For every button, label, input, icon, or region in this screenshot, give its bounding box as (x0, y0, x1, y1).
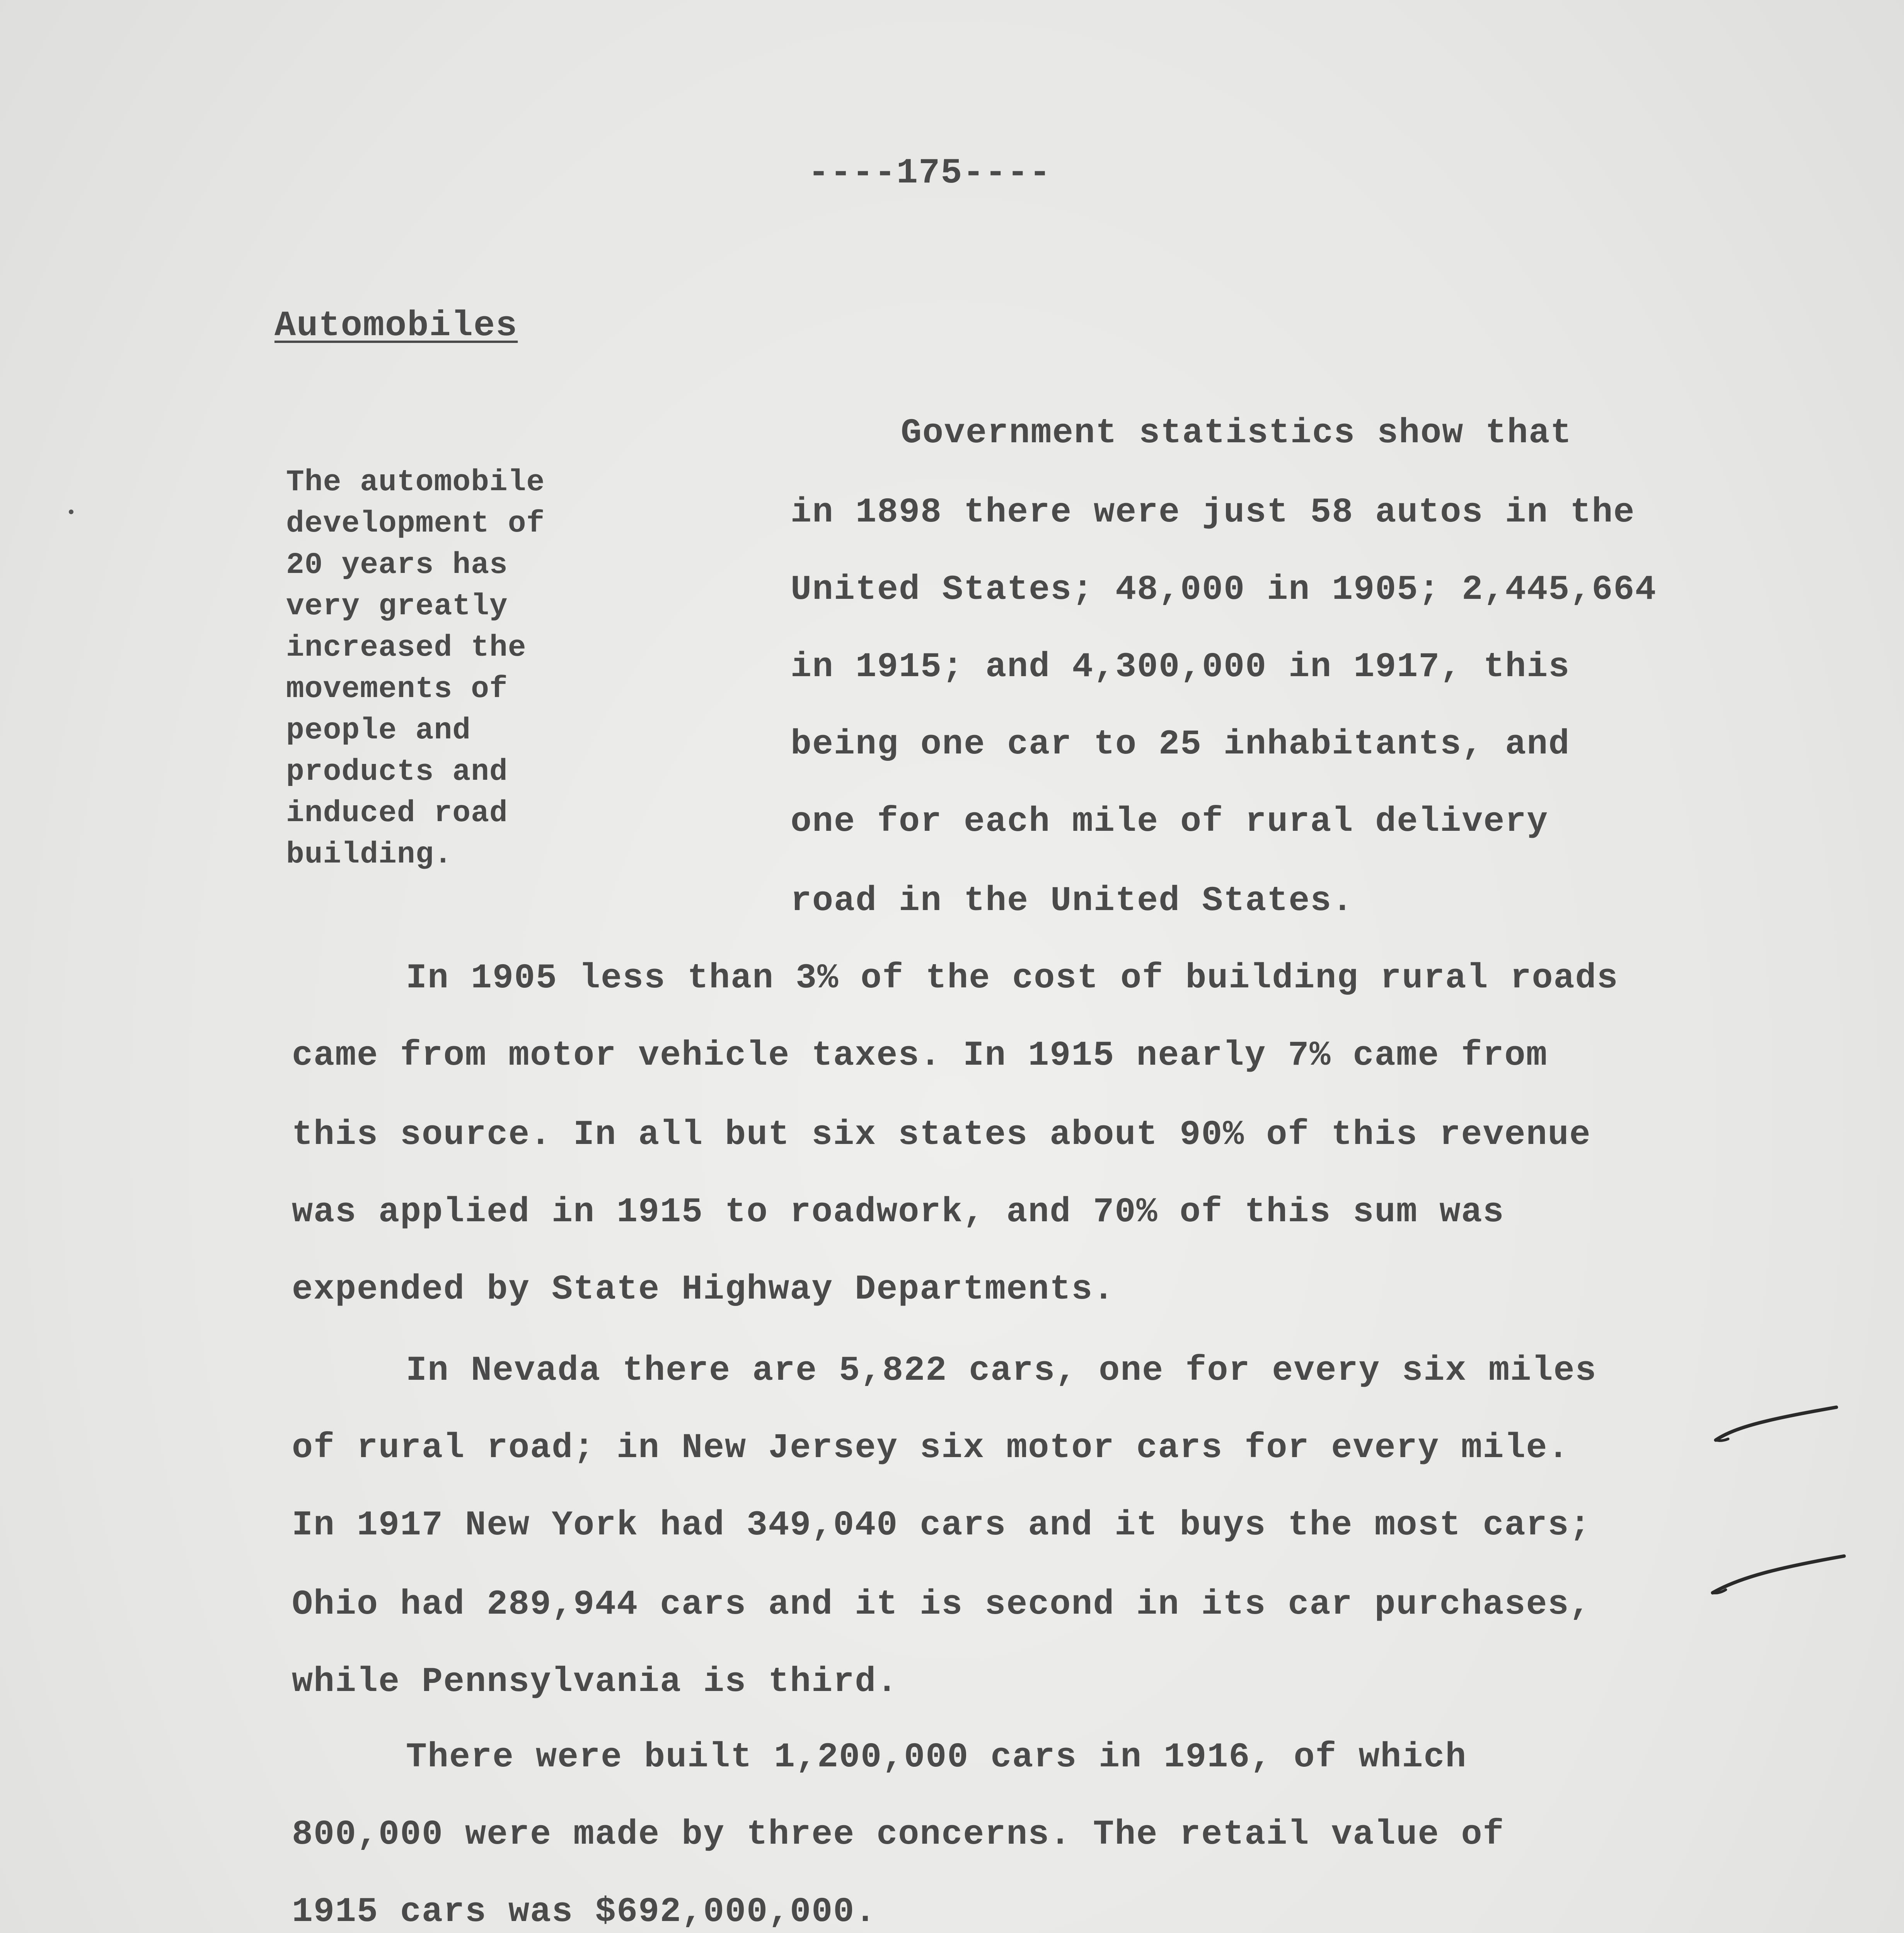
body-line: being one car to 25 inhabitants, and (791, 725, 1570, 764)
body-line: 800,000 were made by three concerns. The retail value of (292, 1815, 1505, 1855)
body-line: while Pennsylvania is third. (292, 1662, 898, 1702)
body-line: In Nevada there are 5,822 cars, one for every six miles (406, 1351, 1597, 1391)
pen-check-mark (1713, 1403, 1840, 1450)
body-line: Ohio had 289,944 cars and it is second in its car purchases, (292, 1585, 1591, 1624)
margin-note-line: 20 years has (286, 548, 508, 582)
margin-note-line: increased the (286, 631, 527, 665)
body-line: came from motor vehicle taxes. In 1915 nearly 7% came from (292, 1036, 1548, 1076)
body-line: in 1898 there were just 58 autos in the (791, 493, 1635, 532)
margin-note-line: building. (286, 838, 453, 872)
body-line: of rural road; in New Jersey six motor cars for every mile. (292, 1428, 1570, 1468)
body-line: Government statistics show that (901, 414, 1572, 453)
body-line: expended by State Highway Departments. (292, 1270, 1115, 1309)
margin-note-line: very greatly (286, 590, 508, 624)
page-number: ----175---- (808, 153, 1052, 193)
body-line: In 1905 less than 3% of the cost of building rural roads (406, 959, 1619, 998)
body-line: United States; 48,000 in 1905; 2,445,664 (791, 570, 1657, 610)
margin-note-line: people and (286, 714, 471, 748)
margin-note-line: movements of (286, 672, 508, 706)
body-line: 1915 cars was $692,000,000. (292, 1892, 877, 1932)
body-line: In 1917 New York had 349,040 cars and it buys the most cars; (292, 1506, 1591, 1545)
body-line: this source. In all but six states about 90% of this revenue (292, 1115, 1591, 1155)
body-line: was applied in 1915 to roadwork, and 70% of this sum was (292, 1193, 1505, 1232)
margin-note-line: products and (286, 755, 508, 789)
margin-note-line: induced road (286, 796, 508, 830)
body-line: road in the United States. (791, 881, 1354, 921)
margin-note-line: development of (286, 507, 545, 541)
ink-speck (69, 510, 73, 514)
body-line: one for each mile of rural delivery (791, 802, 1549, 842)
body-line: in 1915; and 4,300,000 in 1917, this (791, 648, 1570, 687)
section-title: Automobiles (274, 305, 518, 346)
margin-note (286, 462, 545, 876)
body-line: There were built 1,200,000 cars in 1916, of which (406, 1738, 1467, 1777)
margin-note-line: The automobile (286, 465, 545, 499)
pen-check-mark (1709, 1550, 1848, 1604)
